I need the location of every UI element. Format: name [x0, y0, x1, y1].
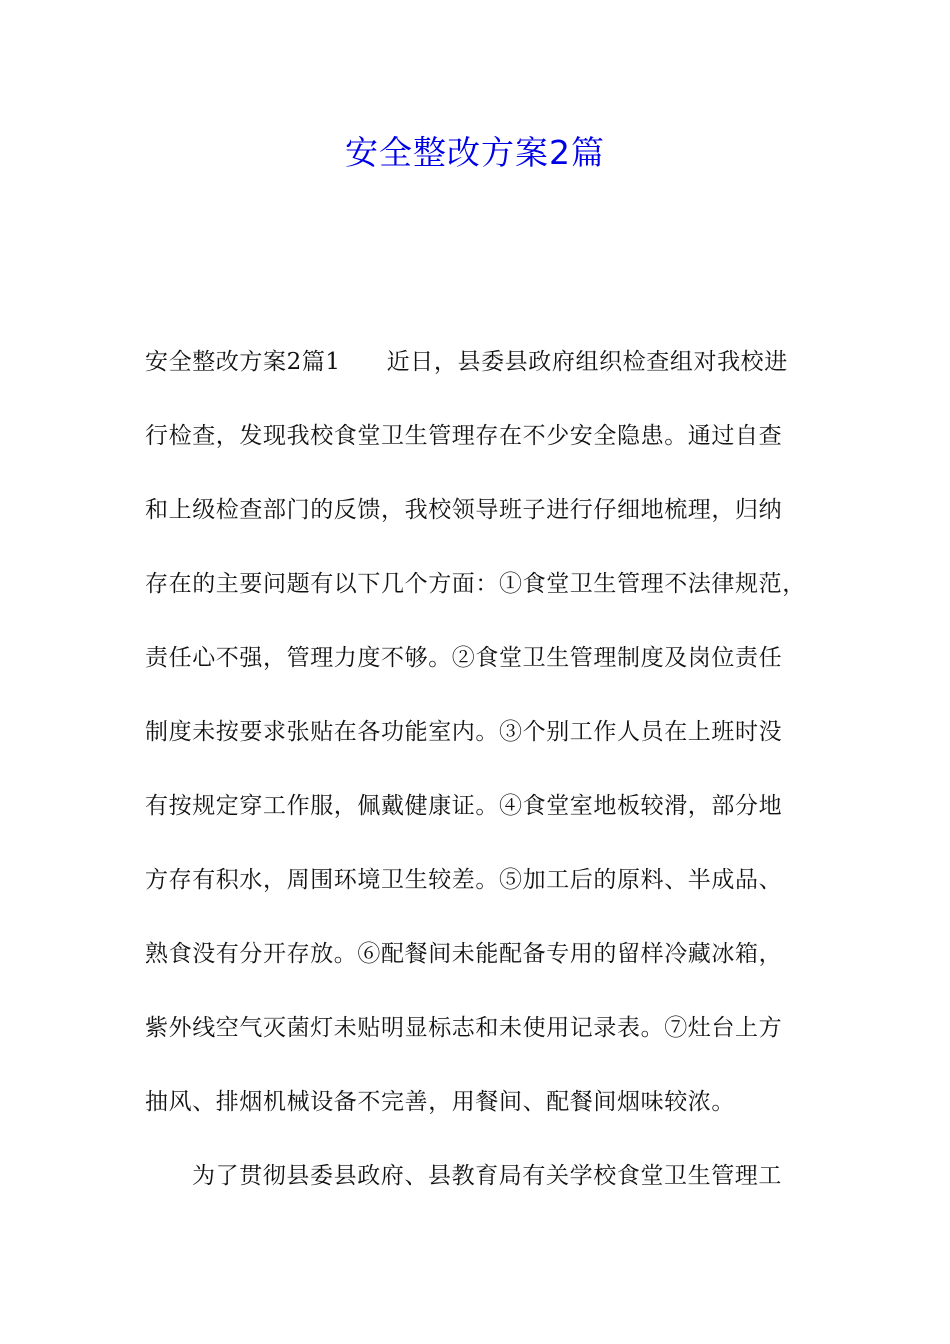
line-text: 近日，县委县政府组织检查组对我校进 [386, 349, 788, 375]
paragraph-line-4: 存在的主要问题有以下几个方面：①食堂卫生管理不法律规范， [145, 571, 806, 597]
paragraph-line-8: 方存有积水，周围环境卫生较差。⑤加工后的原料、半成品、 [145, 867, 783, 893]
paragraph-line-3: 和上级检查部门的反馈，我校领导班子进行仔细地梳理，归纳 [145, 497, 783, 523]
paragraph-line-1 [145, 342, 788, 382]
paragraph-line-5: 责任心不强，管理力度不够。②食堂卫生管理制度及岗位责任 [145, 645, 783, 671]
document-title: 安全整改方案2篇 [345, 133, 605, 172]
paragraph-line-11: 抽风、排烟机械设备不完善，用餐间、配餐间烟味较浓。 [145, 1089, 735, 1115]
paragraph-line-9: 熟食没有分开存放。⑥配餐间未能配备专用的留样冷藏冰箱， [145, 941, 783, 967]
paragraph-line-7: 有按规定穿工作服，佩戴健康证。④食堂室地板较滑，部分地 [145, 793, 783, 819]
section-heading: 安全整改方案2篇1 [145, 349, 341, 375]
paragraph-2-line-1: 为了贯彻县委县政府、县教育局有关学校食堂卫生管理工 [192, 1163, 782, 1189]
paragraph-line-6: 制度未按要求张贴在各功能室内。③个别工作人员在上班时没 [145, 719, 783, 745]
paragraph-line-2: 行检查，发现我校食堂卫生管理存在不少安全隐患。通过自查 [145, 423, 783, 449]
paragraph-line-10: 紫外线空气灭菌灯未贴明显标志和未使用记录表。⑦灶台上方 [145, 1015, 783, 1041]
